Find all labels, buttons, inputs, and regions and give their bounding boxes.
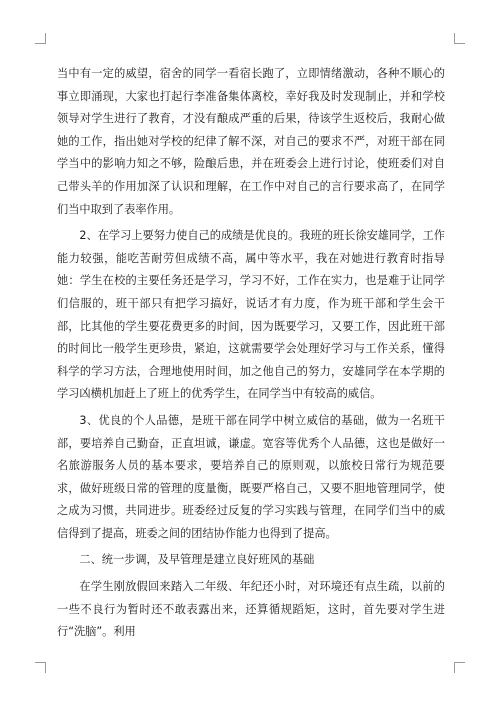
crop-mark-bottom-left — [35, 662, 46, 673]
paragraph-point-3: 3、优良的个人品德，是班干部在同学中树立威信的基础，做为一名班干部，要培养自己勤奋，正直坦诚，谦虚。宽容等优秀个人品德，这也是做好一名旅游服务人员的基本要求，要培养自己的原则观，以旅校日常行为规范要求，做好班级日常的管理的度量衡，既要严格自己，又要不胆地管理同学，使之成为习惯，共同进步。班委经过反复的学习实践与管理，在同学们当中的威信得到了提高，班委之间的团结协作能力也得到了提高。 — [57, 413, 445, 540]
paragraph-point-2: 2、在学习上要努力使自己的成绩是优良的。我班的班长徐安雄同学，工作能力较强，能吃苦耐劳但成绩不高，属中等水平，我在对她进行教育时指导她：学生在校的主要任务还是学习，学习不好，工作在实力，也是难于让同学们信服的，班干部只有把学习搞好，说话才有力度，作为班干部和学生会干部，比其他的学生要花费更多的时间，因为既要学习，又要工作，因此班干部的时间比一般学生更珍贵，紧迫，这就需要学会处理好学习与工作关系，懂得科学的学习方法，合理地使用时间，加之他自己的努力，安雄同学在本学期的学习凶横机加赶上了班上的优秀学生，在同学当中有较高的威信。 — [57, 229, 445, 401]
paragraph-section-intro: 在学生刚放假回来踏入二年级、年纪还小时，对环境还有点生疏，以前的一些不良行为暂时还不敢表露出来，还算循规蹈矩，这时，首先要对学生进行“洗脑”。利用 — [57, 580, 445, 639]
section-heading: 二、统一步调，及早管理是建立良好班风的基础 — [79, 553, 315, 567]
crop-mark-bottom-right — [454, 662, 465, 673]
crop-mark-top-right — [454, 33, 465, 44]
crop-mark-top-left — [35, 33, 46, 44]
paragraph-continuation: 当中有一定的威望，宿舍的同学一看宿长跑了，立即情绪激动，各种不顺心的事立即涌现，大家也打起行李准备集体离校，幸好我及时发现制止，并和学校领导对学生进行了教育，才没有酿成严重的后果，待该学生返校后，我耐心做她的工作，指出她对学校的纪律了解不深，对自己的要求不严，对班干部在同学当中的影响力知之不够，险酿后患，并在班委会上进行讨论，使班委们对自己带头羊的作用加深了认识和理解，在工作中对自己的言行要求高了，在同学们当中取到了表率作用。 — [57, 67, 445, 216]
document-body — [57, 63, 445, 644]
